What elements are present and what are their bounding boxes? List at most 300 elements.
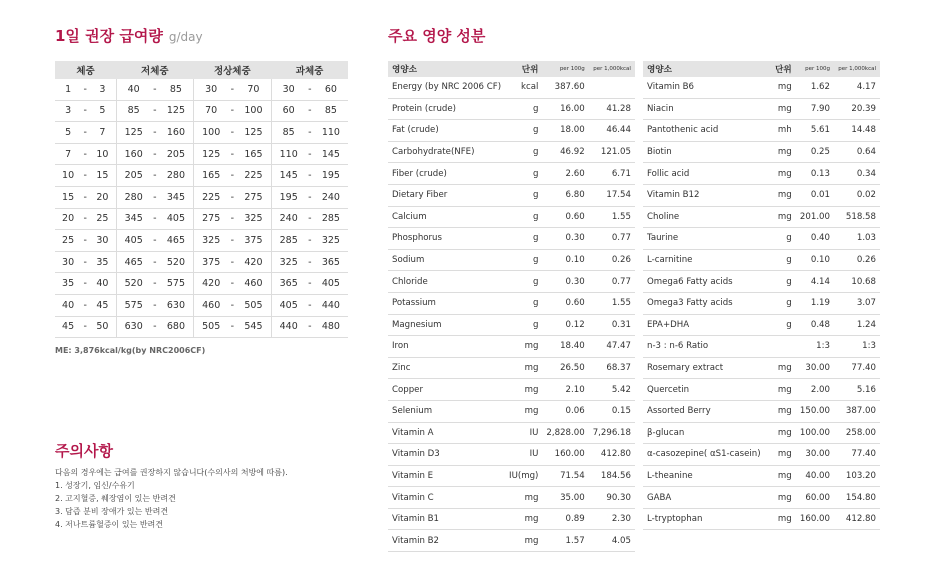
nutrient-per1000: 1.03: [834, 228, 880, 250]
nutrient-row: [388, 98, 635, 120]
nutrient-row: [388, 77, 635, 98]
header-nutrient: 영양소: [643, 61, 771, 77]
nutrient-per1000: 41.28: [589, 98, 635, 120]
nutrient-row: [388, 379, 635, 401]
nutrient-per100: 0.89: [542, 508, 588, 530]
feeding-cell: 40: [89, 273, 116, 295]
nutrient-per1000: 20.39: [834, 98, 880, 120]
nutrient-name: L-theanine: [643, 465, 771, 487]
nutrient-per100: 0.48: [796, 314, 834, 336]
range-separator: -: [81, 230, 89, 252]
feeding-cell: 110: [271, 143, 306, 165]
nutrient-row: [643, 422, 880, 444]
nutrient-name: β-glucan: [643, 422, 771, 444]
feeding-cell: 575: [159, 273, 194, 295]
nutrient-name: Protein (crude): [388, 98, 505, 120]
nutrient-per1000: 412.80: [589, 444, 635, 466]
nutrient-per100: 16.00: [542, 98, 588, 120]
nutrient-name: Vitamin C: [388, 487, 505, 509]
nutrient-per1000: 47.47: [589, 336, 635, 358]
range-separator: -: [228, 100, 236, 122]
feeding-cell: 160: [159, 122, 194, 144]
range-separator: -: [81, 273, 89, 295]
feeding-cell: 40: [116, 79, 151, 100]
nutrient-name: Vitamin D3: [388, 444, 505, 466]
feeding-cell: 240: [314, 186, 348, 208]
range-separator: -: [151, 208, 159, 230]
nutrient-name: Carbohydrate(NFE): [388, 141, 505, 163]
nutrient-per100: 71.54: [542, 465, 588, 487]
nutrition-title: 주요 영양 성분: [388, 27, 486, 45]
feeding-cell: 375: [236, 230, 271, 252]
feeding-cell: 10: [55, 165, 81, 187]
nutrient-per1000: 0.31: [589, 314, 635, 336]
range-separator: -: [228, 230, 236, 252]
nutrition-table-right: [643, 61, 880, 530]
feeding-cell: 165: [194, 165, 229, 187]
range-separator: -: [151, 122, 159, 144]
nutrient-unit: g: [771, 271, 796, 293]
nutrient-unit: IU: [505, 444, 542, 466]
nutrient-unit: g: [505, 249, 542, 271]
nutrient-row: [388, 141, 635, 163]
range-separator: -: [228, 294, 236, 316]
feeding-cell: 145: [271, 165, 306, 187]
nutrient-per100: 0.40: [796, 228, 834, 250]
nutrient-name: Dietary Fiber: [388, 184, 505, 206]
feeding-cell: 365: [271, 273, 306, 295]
nutrient-unit: mg: [771, 357, 796, 379]
nutrient-per100: 0.10: [796, 249, 834, 271]
nutrient-unit: g: [505, 98, 542, 120]
nutrient-unit: g: [505, 314, 542, 336]
nutrient-row: [388, 487, 635, 509]
feeding-cell: 280: [116, 186, 151, 208]
nutrient-name: L-tryptophan: [643, 508, 771, 530]
feeding-cell: 60: [314, 79, 348, 100]
nutrient-name: α-casozepine( αS1-casein): [643, 444, 771, 466]
range-separator: -: [228, 79, 236, 100]
feeding-cell: 405: [314, 273, 348, 295]
nutrient-per100: 1.57: [542, 530, 588, 552]
nutrient-per1000: 1.24: [834, 314, 880, 336]
range-separator: -: [151, 143, 159, 165]
feeding-cell: 520: [159, 251, 194, 273]
nutrient-per1000: 17.54: [589, 184, 635, 206]
nutrient-unit: mh: [771, 120, 796, 142]
feeding-cell: 225: [236, 165, 271, 187]
feeding-row: [55, 186, 348, 208]
nutrient-unit: g: [505, 141, 542, 163]
range-separator: -: [151, 251, 159, 273]
range-separator: -: [151, 294, 159, 316]
nutrient-per100: 0.12: [542, 314, 588, 336]
nutrient-name: n-3 : n-6 Ratio: [643, 336, 771, 358]
feeding-cell: 45: [89, 294, 116, 316]
header-per1000: per 1,000kcal: [589, 61, 635, 77]
nutrient-name: Chloride: [388, 271, 505, 293]
nutrient-row: [643, 228, 880, 250]
nutrient-unit: g: [771, 249, 796, 271]
feeding-cell: 420: [236, 251, 271, 273]
nutrient-per1000: 0.77: [589, 271, 635, 293]
feeding-row: [55, 165, 348, 187]
nutrient-per1000: 0.26: [834, 249, 880, 271]
feeding-cell: 145: [314, 143, 348, 165]
feeding-cell: 205: [159, 143, 194, 165]
feeding-cell: 420: [194, 273, 229, 295]
nutrient-per1000: [589, 77, 635, 98]
nutrient-row: [388, 400, 635, 422]
nutrient-per1000: 77.40: [834, 357, 880, 379]
feeding-cell: 20: [89, 186, 116, 208]
feeding-row: [55, 294, 348, 316]
nutrition-table-left: [388, 61, 635, 552]
feeding-cell: 680: [159, 316, 194, 338]
nutrient-row: [388, 184, 635, 206]
nutrient-name: Choline: [643, 206, 771, 228]
nutrient-row: [643, 465, 880, 487]
range-separator: -: [228, 186, 236, 208]
header-per1000: per 1,000kcal: [834, 61, 880, 77]
range-separator: -: [306, 251, 314, 273]
range-separator: -: [306, 186, 314, 208]
nutrient-name: Fat (crude): [388, 120, 505, 142]
nutrient-per100: 1.62: [796, 77, 834, 98]
caution-line: 4. 저나트륨혈증이 있는 반려견: [55, 520, 163, 529]
range-separator: -: [81, 294, 89, 316]
nutrient-per100: 1:3: [796, 336, 834, 358]
range-separator: -: [81, 122, 89, 144]
nutrient-unit: g: [505, 120, 542, 142]
nutrient-per1000: 5.16: [834, 379, 880, 401]
nutrient-unit: mg: [771, 422, 796, 444]
nutrient-per100: 100.00: [796, 422, 834, 444]
range-separator: -: [81, 316, 89, 338]
nutrient-name: Quercetin: [643, 379, 771, 401]
nutrient-per1000: 0.77: [589, 228, 635, 250]
feeding-cell: 545: [236, 316, 271, 338]
feeding-cell: 85: [116, 100, 151, 122]
feeding-cell: 20: [55, 208, 81, 230]
nutrient-unit: [771, 336, 796, 358]
header-per100: per 100g: [542, 61, 588, 77]
feeding-cell: 465: [116, 251, 151, 273]
nutrient-row: [643, 77, 880, 98]
feeding-cell: 40: [55, 294, 81, 316]
nutrient-row: [388, 228, 635, 250]
nutrient-unit: mg: [771, 400, 796, 422]
feeding-cell: 125: [194, 143, 229, 165]
feeding-cell: 630: [159, 294, 194, 316]
nutrient-per1000: 7,296.18: [589, 422, 635, 444]
nutrient-row: [643, 379, 880, 401]
feeding-cell: 30: [271, 79, 306, 100]
range-separator: -: [306, 100, 314, 122]
nutrient-per100: 0.30: [542, 271, 588, 293]
range-separator: -: [228, 208, 236, 230]
header-underweight: 저체중: [116, 61, 194, 79]
range-separator: -: [306, 273, 314, 295]
range-separator: -: [228, 273, 236, 295]
feeding-cell: 70: [236, 79, 271, 100]
nutrient-per100: 18.00: [542, 120, 588, 142]
nutrient-unit: mg: [771, 98, 796, 120]
feeding-title-text: 1일 권장 급여량: [55, 27, 163, 45]
feeding-row: [55, 316, 348, 338]
nutrient-unit: g: [771, 228, 796, 250]
nutrient-row: [643, 508, 880, 530]
feeding-row: [55, 122, 348, 144]
nutrient-unit: mg: [505, 530, 542, 552]
nutrition-right-body: [643, 77, 880, 530]
nutrient-per1000: 4.05: [589, 530, 635, 552]
nutrient-per100: 30.00: [796, 444, 834, 466]
caution-line: 다음의 경우에는 급여를 권장하지 않습니다(수의사의 처방에 따름).: [55, 468, 288, 477]
nutrient-row: [643, 141, 880, 163]
feeding-row: [55, 143, 348, 165]
nutrient-name: EPA+DHA: [643, 314, 771, 336]
feeding-cell: 325: [271, 251, 306, 273]
feeding-cell: 3: [55, 100, 81, 122]
nutrient-row: [643, 249, 880, 271]
feeding-cell: 480: [314, 316, 348, 338]
nutrient-name: Niacin: [643, 98, 771, 120]
nutrient-per1000: 412.80: [834, 508, 880, 530]
nutrient-per100: 2.60: [542, 163, 588, 185]
range-separator: -: [151, 79, 159, 100]
nutrient-per100: 5.61: [796, 120, 834, 142]
nutrient-unit: g: [505, 163, 542, 185]
feeding-cell: 25: [55, 230, 81, 252]
header-nutrient: 영양소: [388, 61, 505, 77]
nutrient-unit: mg: [505, 379, 542, 401]
nutrient-row: [388, 292, 635, 314]
feeding-cell: 85: [271, 122, 306, 144]
feeding-cell: 30: [89, 230, 116, 252]
nutrient-name: GABA: [643, 487, 771, 509]
nutrient-per100: 0.60: [542, 292, 588, 314]
feeding-cell: 30: [55, 251, 81, 273]
nutrient-per100: 26.50: [542, 357, 588, 379]
nutrient-unit: mg: [771, 141, 796, 163]
nutrient-row: [643, 163, 880, 185]
nutrient-row: [388, 206, 635, 228]
nutrient-per100: 0.10: [542, 249, 588, 271]
nutrient-per1000: 103.20: [834, 465, 880, 487]
feeding-cell: 100: [194, 122, 229, 144]
feeding-cell: 275: [194, 208, 229, 230]
nutrient-name: Vitamin B12: [643, 184, 771, 206]
nutrient-unit: IU: [505, 422, 542, 444]
nutrient-per1000: 387.00: [834, 400, 880, 422]
range-separator: -: [306, 79, 314, 100]
nutrient-name: Fiber (crude): [388, 163, 505, 185]
feeding-table-body: [55, 79, 348, 338]
nutrient-per1000: 154.80: [834, 487, 880, 509]
caution-line: 2. 고지혈증, 췌장염이 있는 반려견: [55, 494, 176, 503]
feeding-cell: 85: [314, 100, 348, 122]
nutrient-unit: mg: [771, 206, 796, 228]
feeding-cell: 345: [159, 186, 194, 208]
caution-line: 3. 담즙 분비 장애가 있는 반려견: [55, 507, 169, 516]
range-separator: -: [151, 273, 159, 295]
nutrient-row: [388, 249, 635, 271]
range-separator: -: [306, 316, 314, 338]
nutrient-row: [388, 357, 635, 379]
feeding-cell: 285: [314, 208, 348, 230]
range-separator: -: [228, 316, 236, 338]
feeding-cell: 375: [194, 251, 229, 273]
nutrient-per100: 0.01: [796, 184, 834, 206]
nutrient-row: [388, 530, 635, 552]
nutrient-row: [643, 357, 880, 379]
nutrient-unit: g: [505, 271, 542, 293]
nutrient-per1000: 10.68: [834, 271, 880, 293]
nutrient-row: [643, 336, 880, 358]
nutrient-name: Vitamin A: [388, 422, 505, 444]
nutrient-name: Potassium: [388, 292, 505, 314]
nutrient-per1000: 5.42: [589, 379, 635, 401]
feeding-cell: 125: [159, 100, 194, 122]
nutrient-per100: 0.30: [542, 228, 588, 250]
feeding-row: [55, 79, 348, 100]
nutrient-unit: mg: [771, 508, 796, 530]
feeding-cell: 505: [194, 316, 229, 338]
nutrient-per1000: 1.55: [589, 206, 635, 228]
nutrient-name: Taurine: [643, 228, 771, 250]
nutrient-unit: mg: [505, 336, 542, 358]
range-separator: -: [228, 251, 236, 273]
feeding-cell: 7: [89, 122, 116, 144]
feeding-cell: 440: [314, 294, 348, 316]
nutrient-name: L-carnitine: [643, 249, 771, 271]
feeding-cell: 280: [159, 165, 194, 187]
nutrient-row: [643, 292, 880, 314]
range-separator: -: [151, 230, 159, 252]
feeding-row: [55, 273, 348, 295]
range-separator: -: [81, 186, 89, 208]
feeding-cell: 1: [55, 79, 81, 100]
nutrient-unit: mg: [771, 444, 796, 466]
nutrition-header-row: [643, 61, 880, 77]
nutrient-name: Pantothenic acid: [643, 120, 771, 142]
feeding-cell: 5: [89, 100, 116, 122]
nutrient-row: [643, 184, 880, 206]
nutrient-per100: 40.00: [796, 465, 834, 487]
nutrient-row: [388, 465, 635, 487]
feeding-cell: 3: [89, 79, 116, 100]
feeding-cell: 285: [271, 230, 306, 252]
feeding-cell: 70: [194, 100, 229, 122]
nutrient-per1000: 0.15: [589, 400, 635, 422]
nutrient-row: [643, 120, 880, 142]
nutrient-name: Copper: [388, 379, 505, 401]
feeding-cell: 520: [116, 273, 151, 295]
feeding-cell: 460: [236, 273, 271, 295]
nutrient-unit: g: [771, 292, 796, 314]
feeding-cell: 25: [89, 208, 116, 230]
nutrient-row: [643, 444, 880, 466]
feeding-unit: g/day: [168, 30, 203, 44]
nutrient-per1000: 3.07: [834, 292, 880, 314]
nutrient-row: [643, 487, 880, 509]
nutrient-row: [643, 314, 880, 336]
nutrient-row: [388, 120, 635, 142]
nutrient-row: [388, 444, 635, 466]
nutrient-unit: g: [505, 184, 542, 206]
nutrient-unit: mg: [505, 357, 542, 379]
feeding-cell: 45: [55, 316, 81, 338]
nutrient-unit: IU(mg): [505, 465, 542, 487]
nutrient-unit: mg: [771, 379, 796, 401]
feeding-cell: 465: [159, 230, 194, 252]
nutrient-per100: 160.00: [542, 444, 588, 466]
nutrient-per100: 387.60: [542, 77, 588, 98]
feeding-row: [55, 100, 348, 122]
feeding-cell: 125: [116, 122, 151, 144]
caution-line: 1. 성장기, 임신/수유기: [55, 481, 135, 490]
feeding-cell: 125: [236, 122, 271, 144]
nutrition-header-row: [388, 61, 635, 77]
nutrient-name: Zinc: [388, 357, 505, 379]
feeding-cell: 325: [194, 230, 229, 252]
nutrient-name: Sodium: [388, 249, 505, 271]
range-separator: -: [306, 122, 314, 144]
nutrient-name: Iron: [388, 336, 505, 358]
nutrient-unit: mg: [505, 400, 542, 422]
nutrient-row: [643, 98, 880, 120]
nutrient-row: [388, 422, 635, 444]
nutrient-per1000: 2.30: [589, 508, 635, 530]
nutrient-per100: 0.25: [796, 141, 834, 163]
nutrient-per100: 150.00: [796, 400, 834, 422]
feeding-cell: 165: [236, 143, 271, 165]
nutrient-unit: mg: [771, 163, 796, 185]
feeding-cell: 205: [116, 165, 151, 187]
nutrient-per1000: 0.64: [834, 141, 880, 163]
nutrient-per1000: 46.44: [589, 120, 635, 142]
nutrient-unit: g: [505, 206, 542, 228]
nutrient-name: Calcium: [388, 206, 505, 228]
nutrient-name: Magnesium: [388, 314, 505, 336]
nutrient-unit: mg: [771, 184, 796, 206]
feeding-cell: 110: [314, 122, 348, 144]
feeding-cell: 325: [314, 230, 348, 252]
feeding-cell: 440: [271, 316, 306, 338]
nutrient-name: Phosphorus: [388, 228, 505, 250]
nutrient-per100: 18.40: [542, 336, 588, 358]
feeding-cell: 35: [55, 273, 81, 295]
feeding-cell: 60: [271, 100, 306, 122]
feeding-cell: 15: [55, 186, 81, 208]
feeding-cell: 405: [116, 230, 151, 252]
nutrient-per100: 2.10: [542, 379, 588, 401]
range-separator: -: [306, 294, 314, 316]
nutrient-name: Biotin: [643, 141, 771, 163]
nutrient-per100: 0.60: [542, 206, 588, 228]
nutrient-per100: 0.13: [796, 163, 834, 185]
nutrient-per1000: 184.56: [589, 465, 635, 487]
range-separator: -: [228, 143, 236, 165]
nutrient-per1000: 1:3: [834, 336, 880, 358]
feeding-cell: 345: [116, 208, 151, 230]
range-separator: -: [81, 208, 89, 230]
nutrient-per100: 160.00: [796, 508, 834, 530]
nutrient-unit: g: [505, 292, 542, 314]
header-unit: 단위: [505, 61, 542, 77]
range-separator: -: [306, 208, 314, 230]
